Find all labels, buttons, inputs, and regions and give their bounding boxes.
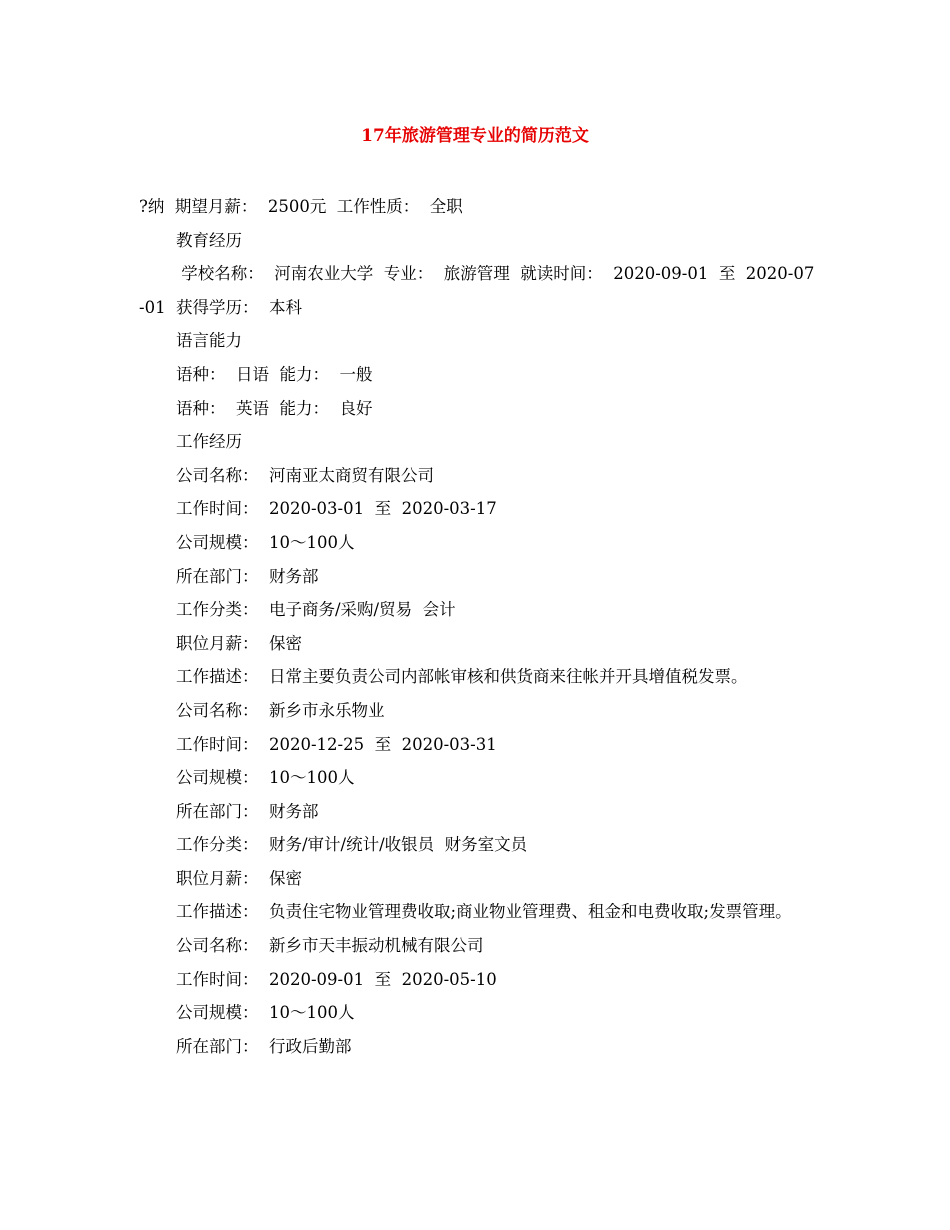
- paragraph-work-period: 工作时间： 2020-03-01 至 2020-03-17: [176, 499, 497, 519]
- paragraph-salary: 职位月薪： 保密: [176, 633, 302, 653]
- paragraph-job-category: 工作分类： 电子商务/采购/贸易 会计: [176, 600, 456, 620]
- paragraph-job-description: 工作描述： 负责住宅物业管理费收取;商业物业管理费、租金和电费收取;发票管理。: [176, 902, 792, 922]
- paragraph-language-english: 语种： 英语 能力： 良好: [176, 398, 373, 418]
- paragraph-company-name: 公司名称： 新乡市天丰振动机械有限公司: [176, 936, 484, 956]
- paragraph-work-period: 工作时间： 2020-12-25 至 2020-03-31: [176, 734, 497, 754]
- paragraph-school-info: 学校名称： 河南农业大学 专业： 旅游管理 就读时间： 2020-09-01 至 2020-07-01 获得学历： 本科: [139, 264, 815, 317]
- paragraph-job-category: 工作分类： 财务/审计/统计/收银员 财务室文员: [176, 835, 528, 855]
- section-heading-work: 工作经历: [176, 432, 242, 452]
- paragraph-company-size: 公司规模： 10～100人: [176, 1003, 355, 1023]
- paragraph-department: 所在部门： 财务部: [176, 566, 319, 586]
- paragraph-department: 所在部门： 行政后勤部: [176, 1036, 352, 1056]
- document-body: [139, 190, 819, 1063]
- paragraph-language-japanese: 语种： 日语 能力： 一般: [176, 364, 373, 384]
- document-title: 17年旅游管理专业的简历范文: [361, 126, 589, 146]
- paragraph-work-period: 工作时间： 2020-09-01 至 2020-05-10: [176, 969, 497, 989]
- paragraph-company-size: 公司规模： 10～100人: [176, 532, 355, 552]
- paragraph-company-name: 公司名称： 河南亚太商贸有限公司: [176, 465, 434, 485]
- paragraph-company-name: 公司名称： 新乡市永乐物业: [176, 700, 385, 720]
- paragraph-job-description: 工作描述： 日常主要负责公司内部帐审核和供货商来往帐并开具增值税发票。: [176, 667, 748, 687]
- paragraph-salary: 职位月薪： 保密: [176, 868, 302, 888]
- paragraph-company-size: 公司规模： 10～100人: [176, 768, 355, 788]
- paragraph-expected-salary: ?纳 期望月薪： 2500元 工作性质： 全职: [139, 197, 463, 216]
- paragraph-department: 所在部门： 财务部: [176, 801, 319, 821]
- section-heading-language: 语言能力: [176, 331, 242, 351]
- section-heading-education: 教育经历: [176, 230, 242, 250]
